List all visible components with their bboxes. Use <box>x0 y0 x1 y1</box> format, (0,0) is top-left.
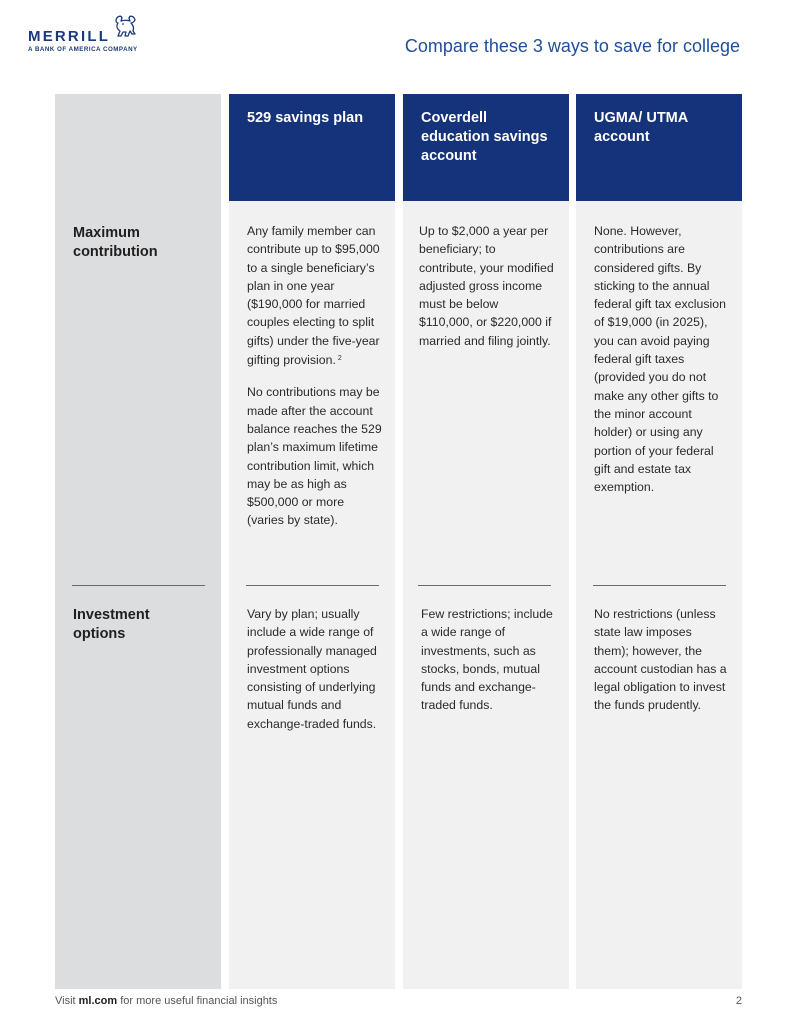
column-header-label: UGMA/ UTMA account <box>594 110 688 145</box>
column-ugma-utma-account <box>576 94 742 989</box>
column-header <box>576 94 742 201</box>
cell-ugma-max-contribution <box>594 222 729 510</box>
cell-coverdell-investment-options <box>421 605 556 729</box>
row-label-maximum-contribution: Maximum contribution <box>73 225 158 260</box>
footer-link[interactable]: ml.com <box>78 995 118 1007</box>
cell-paragraph: Vary by plan; usually include a wide range of professionally managed investment options consisting of underlying mutual funds and exchange-traded funds. <box>247 607 377 731</box>
footer-prefix: Visit <box>55 995 76 1007</box>
cell-paragraph: Up to $2,000 a year per beneficiary; to contribute, your modified adjusted gross income must be below $110,000, or $220,000 if married and filing jointly. <box>419 224 554 348</box>
logo-tagline: A BANK OF AMERICA COMPANY <box>28 46 138 53</box>
page-number: 2 <box>735 995 742 1007</box>
cell-paragraph: No contributions may be made after the account balance reaches the 529 plan’s maximum lifetime contribution limit, which may be as high as $500,000 or more (varies by state). <box>247 385 382 528</box>
row-divider <box>593 585 726 586</box>
cell-529-max-contribution <box>247 222 382 544</box>
cell-paragraph: Any family member can contribute up to $95,000 to a single beneficiary’s plan in one year ($190,000 for married couples electing to split gifts) under the five-year gifting provision. <box>247 224 380 368</box>
cell-529-investment-options <box>247 605 382 747</box>
row-divider <box>72 585 205 586</box>
cell-paragraph: Few restrictions; include a wide range of investments, such as stocks, bonds, mutual funds and exchange-traded funds. <box>421 607 553 713</box>
cell-ugma-investment-options <box>594 605 729 729</box>
cell-paragraph: None. However, contributions are considered gifts. By sticking to the annual federal gift tax exclusion of $19,000 (in 2025), you can avoid paying federal gift taxes (provided you do not make any other gifts to the minor account holder) or using any portion of your federal gift and estate tax exemption. <box>594 224 726 495</box>
merrill-logo[interactable] <box>28 18 158 54</box>
footer-suffix: for more useful financial insights <box>120 995 278 1007</box>
column-header <box>403 94 569 201</box>
column-header <box>229 94 395 201</box>
cell-paragraph: No restrictions (unless state law imposes them); however, the account custodian has a legal obligation to invest the funds prudently. <box>594 607 727 713</box>
page-title: Compare these 3 ways to save for college <box>404 36 740 56</box>
cell-coverdell-max-contribution <box>419 222 554 364</box>
row-divider <box>246 585 379 586</box>
row-label-investment-options: Investment options <box>73 607 150 642</box>
row-divider <box>418 585 551 586</box>
bull-icon <box>112 14 138 40</box>
logo-wordmark: MERRILL <box>28 28 111 45</box>
column-header-label: 529 savings plan <box>247 110 364 126</box>
footnote-marker[interactable]: 2 <box>337 355 342 363</box>
footer-text <box>55 995 277 1007</box>
column-header-label: Coverdell education savings account <box>421 110 548 164</box>
row-labels-column <box>55 94 221 989</box>
column-529-savings-plan <box>229 94 395 989</box>
column-coverdell-esa <box>403 94 569 989</box>
